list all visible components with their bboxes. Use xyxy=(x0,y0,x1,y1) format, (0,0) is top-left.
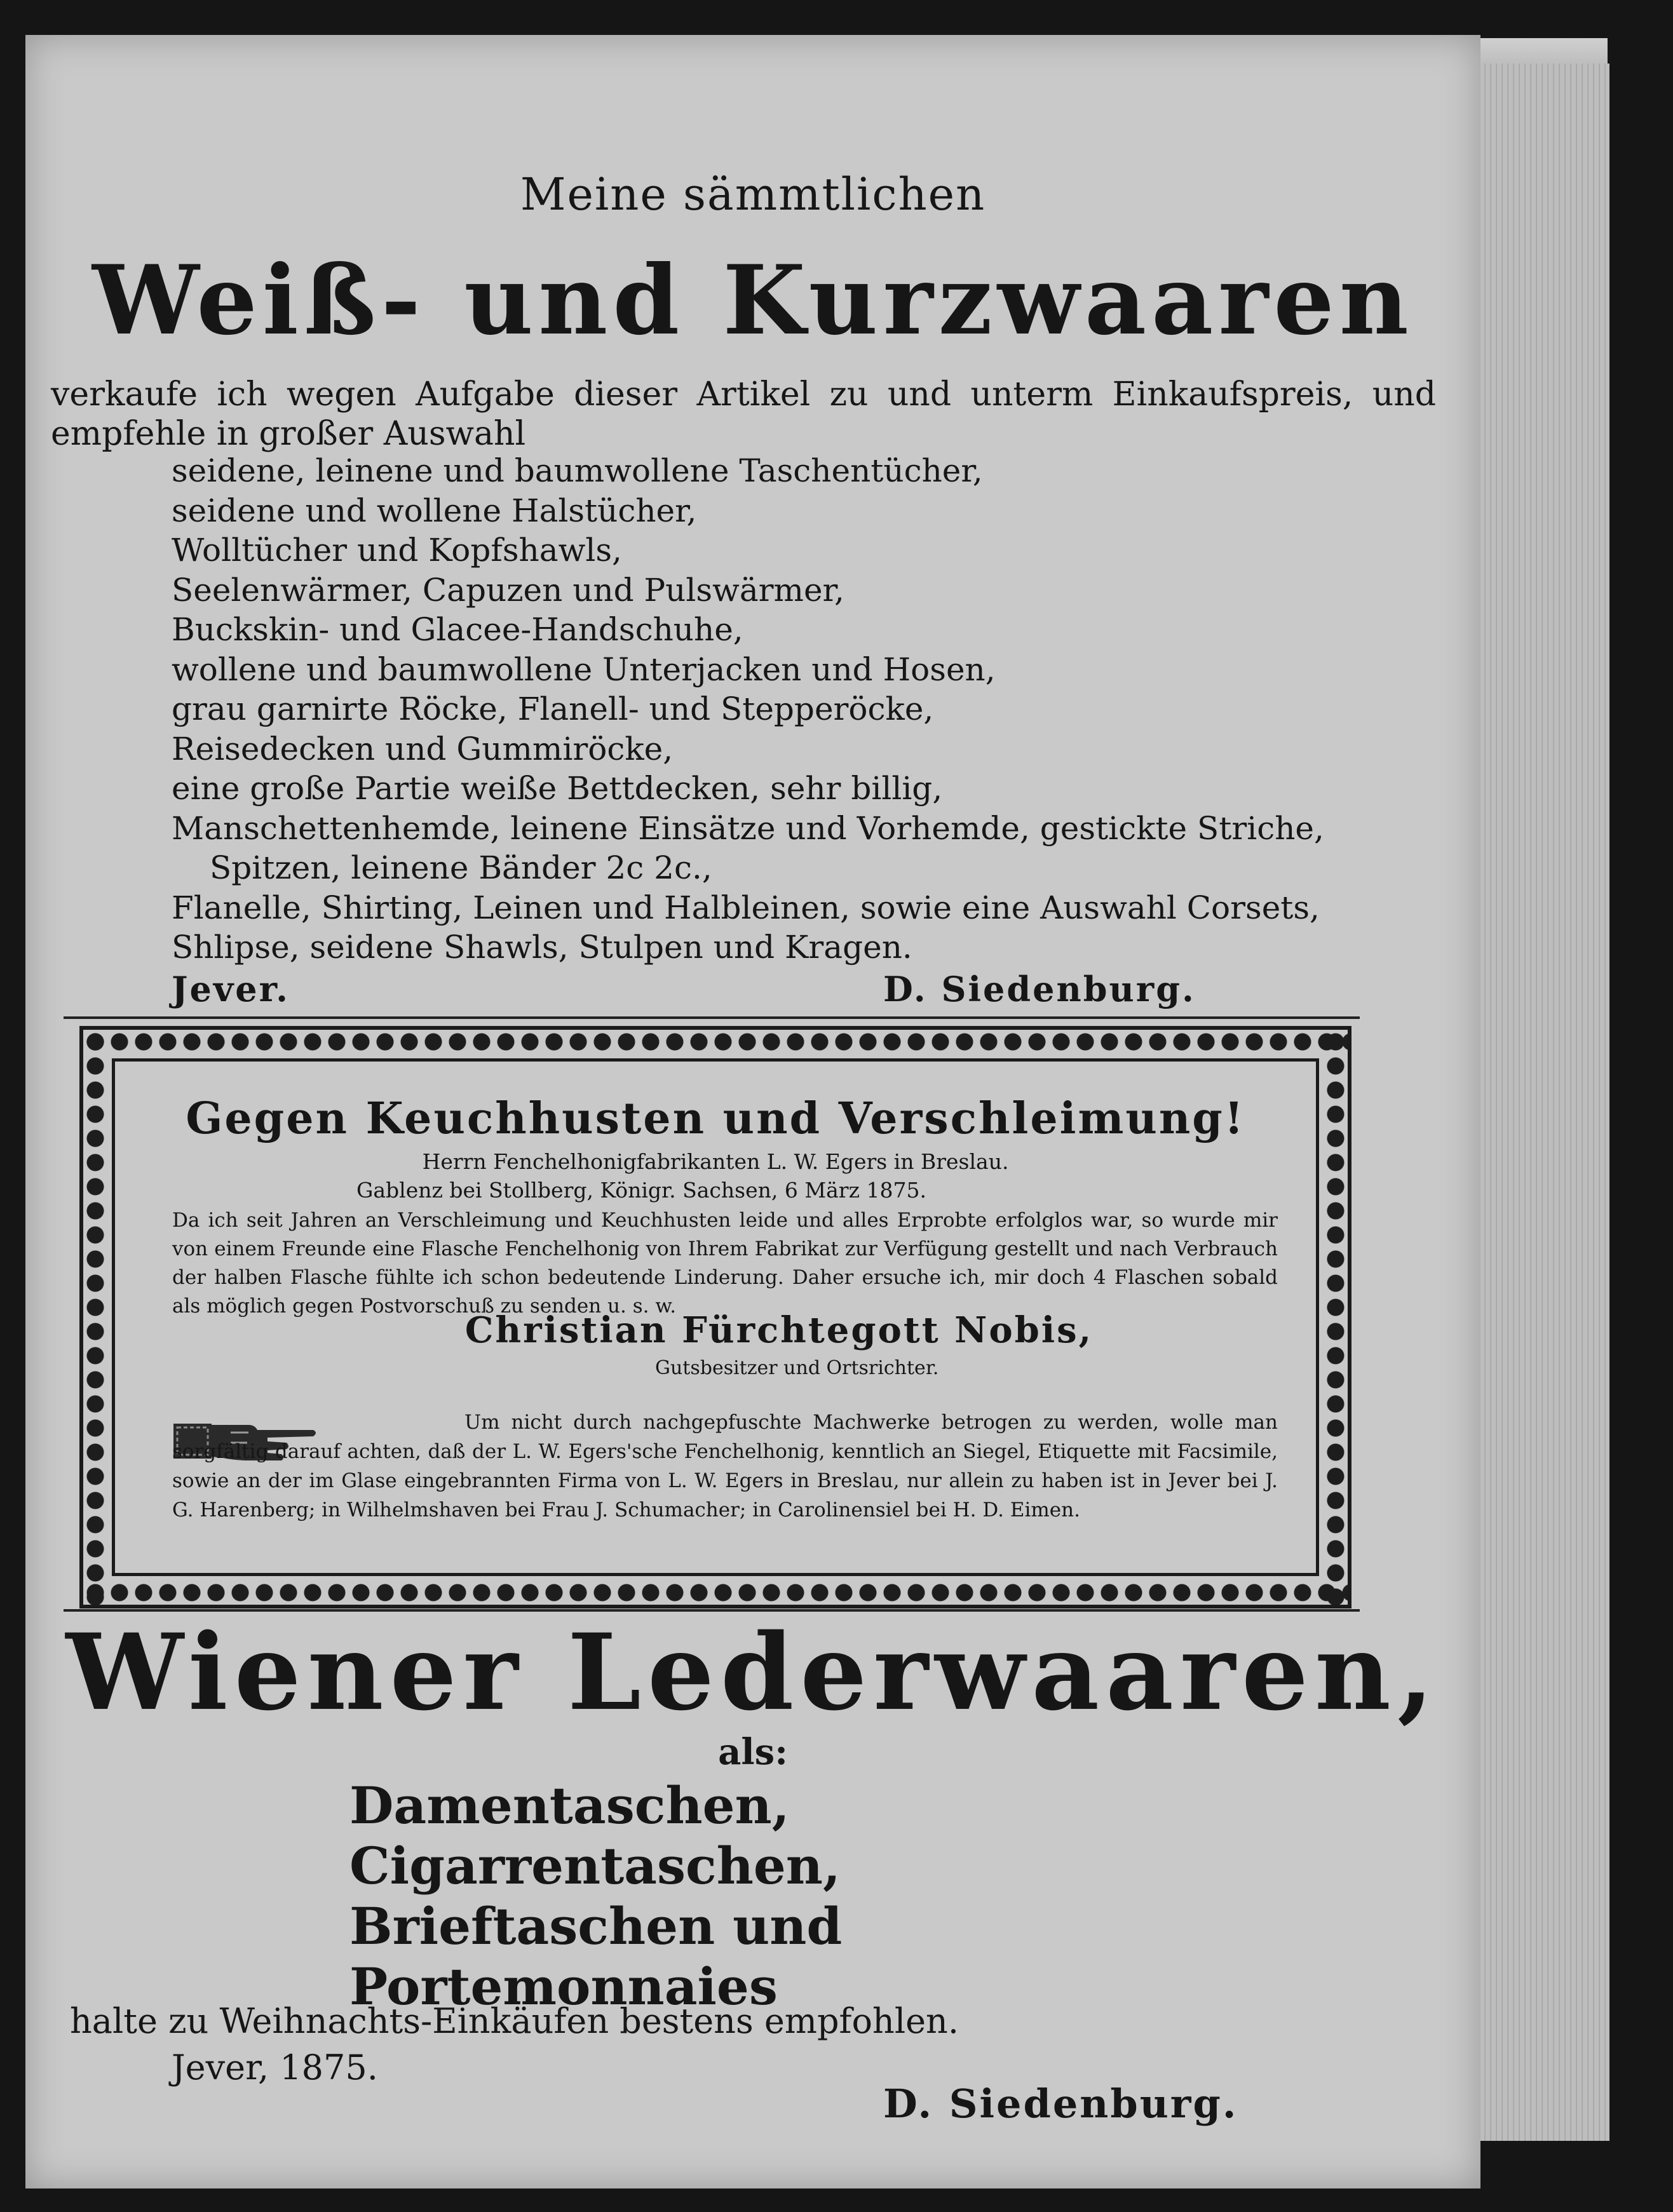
list-item: Brieftaschen und xyxy=(349,1896,843,1956)
list-item: seidene, leinene und baumwollene Taschentücher, xyxy=(172,452,983,489)
list-item: Buckskin- und Glacee-Handschuhe, xyxy=(172,611,743,648)
list-item: grau garnirte Röcke, Flanell- und Stepperöcke, xyxy=(172,691,934,727)
ad3-als: als: xyxy=(718,1731,788,1773)
list-item: Wolltücher und Kopfshawls, xyxy=(172,532,622,569)
ad3-signature: D. Siedenburg. xyxy=(883,2080,1238,2127)
list-item: seidene und wollene Halstücher, xyxy=(172,492,697,529)
ad2-notice: Um nicht durch nachgepfuschte Machwerke betrogen zu werden, wolle man sorgfältig darauf achten, daß der L. W. Egers'sche Fenchelhonig, kenntlich an Siegel, Etiquette mit Facsimile, sowie an der im Glase eingebrannten Firma von L. W. Egers in Breslau, nur allein zu haben ist in Jever bei J. G. Harenberg; in Wilhelmshaven bei Frau J. Schumacher; in Carolinensiel bei H. D. Eimen. xyxy=(172,1411,1278,1521)
list-item: Manschettenhemde, leinene Einsätze und Vorhemde, gestickte Striche, xyxy=(172,809,1324,847)
ad3-place: Jever, 1875. xyxy=(172,2047,378,2087)
ad2-frame xyxy=(79,1026,1351,1608)
page-edges xyxy=(1461,64,1609,2141)
list-item: wollene und baumwollene Unterjacken und Hosen, xyxy=(172,651,996,688)
ad2-addressee: Herrn Fenchelhonigfabrikanten L. W. Egers in Breslau. xyxy=(422,1149,1009,1174)
list-item: Portemonnaies xyxy=(349,1957,778,2016)
ad1-footer xyxy=(172,969,1315,1009)
list-item: Spitzen, leinene Bänder 2c 2c., xyxy=(210,849,712,886)
ad1-signature: D. Siedenburg. xyxy=(883,969,1196,1009)
page-content xyxy=(25,35,1480,2188)
ad1-item-list xyxy=(172,451,1442,968)
ad3-outro: halte zu Weihnachts-Einkäufen bestens empfohlen. xyxy=(70,2001,959,2041)
ad1-intro: verkaufe ich wegen Aufgabe dieser Artikel zu und unterm Einkaufspreis, und empfehle in großer Auswahl xyxy=(51,375,1436,453)
ad2-title: Gegen Keuchhusten und Verschleimung! xyxy=(186,1093,1245,1144)
ad3-item-list xyxy=(349,1776,842,2017)
ad2-sender-name: Christian Fürchtegott Nobis, xyxy=(464,1309,1094,1351)
dotted-border xyxy=(83,1581,1348,1605)
ad2-dateline: Gablenz bei Stollberg, Königr. Sachsen, 6 März 1875. xyxy=(356,1178,926,1203)
ad2-sender-role: Gutsbesitzer und Ortsrichter. xyxy=(655,1357,939,1379)
dotted-border xyxy=(83,1030,1348,1054)
ad2-letter-body: Da ich seit Jahren an Verschleimung und Keuchhusten leide und alles Erprobte erfolglos war, so wurde mir von einem Freunde eine Flasche Fenchelhonig von Ihrem Fabrikat zur Verfügung gestellt und nach Verbrauch der halben Flasche fühlte ich schon bedeutende Linderung. Daher ersuche ich, mir doch 4 Flaschen sobald als möglich gegen Postvorschuß zu senden u. s. w. xyxy=(172,1209,1278,1318)
list-item: Reisedecken und Gummiröcke, xyxy=(172,730,674,767)
newspaper-page xyxy=(25,35,1480,2188)
ad1-heading: Meine sämmtlichen xyxy=(520,168,986,220)
ad3-title: Wiener Lederwaaren, xyxy=(65,1610,1440,1734)
ad1-place: Jever. xyxy=(172,969,290,1009)
list-item: Flanelle, Shirting, Leinen und Halbleinen, sowie eine Auswahl Corsets, Shlipse, seidene Shawls, Stulpen und Kragen. xyxy=(172,889,1320,966)
divider xyxy=(64,1016,1360,1019)
list-item: Seelenwärmer, Capuzen und Pulswärmer, xyxy=(172,571,844,609)
list-item: eine große Partie weiße Bettdecken, sehr billig, xyxy=(172,770,943,807)
ad1-title: Weiß- und Kurzwaaren xyxy=(92,245,1414,356)
list-item: Damentaschen, xyxy=(349,1776,790,1835)
list-item: Cigarrentaschen, xyxy=(349,1836,841,1896)
